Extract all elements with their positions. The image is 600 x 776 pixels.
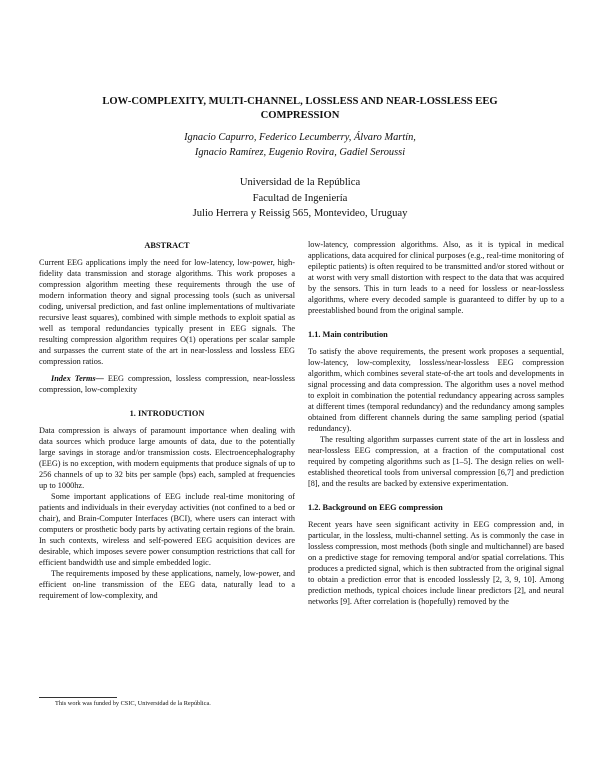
introduction-heading: 1. INTRODUCTION — [129, 409, 205, 418]
title-line-2: COMPRESSION — [260, 110, 340, 121]
intro-paragraph-3: The requirements imposed by these applications, namely, low-power, and efficient on-line transmission of the EEG data, naturally lead to a requirement of low-complexity, and — [39, 569, 295, 600]
authors-line-2: Ignacio Ramírez, Eugenio Rovira, Gadiel Seroussi — [194, 146, 406, 158]
contribution-paragraph-1: To satisfy the above requirements, the present work proposes a sequential, low-latency, low-complexity, lossless/near-lossless EEG compression algorithm, which combines several state-of-the art tools and developments in signal processing and data compression. The algorithm uses a novel method to exploit in combination the potential redundancy appearing across samples at different times (temporal redundancy) and the redundancy among samples obtained from different channels during the same sampling period (spatial redundancy). — [308, 347, 564, 433]
index-terms — [39, 373, 295, 395]
background-paragraph-1: Recent years have seen significant activity in EEG compression and, in particular, in the lossless, multi-channel setting. As is commonly the case in lossless compression, most methods (both single and multichannel) are based on a predictive stage for removing temporal and/or spatial correlations. This produces a predicted signal, which is then subtracted from the original signal to obtain a prediction error that is encoded losslessly [2, 3, 9, 10]. Among prediction methods, typical choices include linear predictors [2], and neural networks [9]. After correlation is (hopefully) removed by the — [308, 520, 564, 606]
abstract-text: Current EEG applications imply the need for low-latency, low-power, high-fidelity data transmission and storage algorithms. This work proposes a compression algorithm meeting these requirements through the use of modern information theory and signal processing tools (such as universal coding, universal prediction, and fast online implementations of multivariate recursive least squares), combined with simple methods to exploit spatial as well as temporal redundancies typically present in EEG signals. The resulting compression algorithm requires O(1) operations per scalar sample and surpasses the current state of the art in near-lossless and lossless EEG compression ratios. — [39, 258, 295, 366]
affiliation-university: Universidad de la República — [239, 177, 361, 188]
paper-title — [70, 95, 530, 123]
intro-paragraph-2: Some important applications of EEG include real-time monitoring of patients and individuals in their everyday activities (not confined to a bed or chair), and Brain-Computer Interfaces (BCI), where users can interact with computers or prosthetic body parts by activating certain regions of the brain. In such contexts, wireless and self-powered EEG acquisition devices are desirable, which imposes severe power consumption restrictions that call for efficient bandwidth use and simple embedded logic. — [39, 492, 295, 567]
background-heading: 1.2. Background on EEG compression — [308, 503, 443, 512]
affiliation-block — [100, 175, 500, 222]
main-contribution-heading: 1.1. Main contribution — [308, 330, 388, 339]
abstract-heading: ABSTRACT — [144, 241, 190, 250]
left-column — [39, 240, 295, 601]
index-terms-text: EEG compression, lossless compression, near-lossless compression, low-complexity — [39, 374, 295, 394]
footnote-rule — [39, 697, 117, 698]
funding-footnote: This work was funded by CSIC, Universidad de la República. — [55, 700, 211, 707]
affiliation-address: Julio Herrera y Reissig 565, Montevideo, Uruguay — [192, 208, 408, 219]
authors-line-1: Ignacio Capurro, Federico Lecumberry, Álvaro Martín, — [184, 132, 416, 143]
contribution-paragraph-2: The resulting algorithm surpasses current state of the art in lossless and near-lossless EEG compression, at a fraction of the computational cost required by competing algorithms such as [1–5]. The design relies on well-established theoretical tools from universal compression [6,7] and prediction [8], and the results are backed by extensive experimentation. — [308, 435, 564, 488]
title-line-1: LOW-COMPLEXITY, MULTI-CHANNEL, LOSSLESS AND NEAR-LOSSLESS EEG — [102, 96, 498, 107]
index-terms-label: Index Terms— — [51, 374, 104, 383]
author-list — [100, 131, 500, 160]
right-column — [308, 239, 564, 607]
intro-continuation: low-latency, compression algorithms. Also, as it is typical in medical applications, data acquired for clinical purposes (e.g., real-time monitoring of epileptic patients) is often required to be transmitted and/or stored without or at worst with very small distortion with respect to the data that was acquired by the sensors. This in turn leads to a need for lossless or near-lossless algorithms, where every decoded sample is guaranteed to differ by up to a preestablished bound from the original sample. — [308, 240, 564, 315]
intro-paragraph-1: Data compression is always of paramount importance when dealing with data sources which produce large amounts of data, due to the potentially large savings in storage and/or transmission costs. Electroencephalography (EEG) is no exception, with modern equipments that produce signals of up to 256 channels of up to 32 bits per sample (bps) each, sampled at frequencies up to 1000hz. — [39, 426, 295, 490]
affiliation-faculty: Facultad de Ingeniería — [252, 192, 348, 204]
